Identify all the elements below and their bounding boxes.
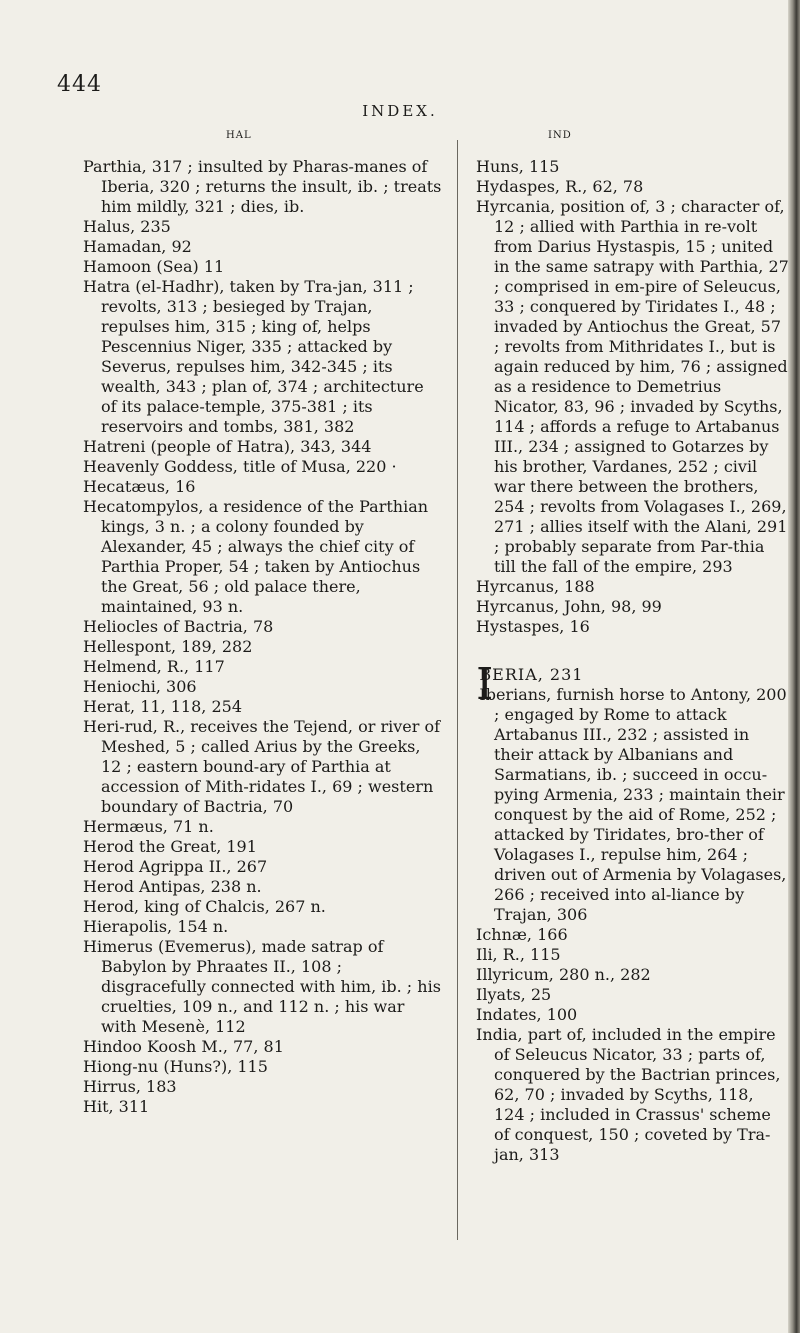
index-entry: Hermæus, 71 n. [83,817,214,836]
index-entry: Hyrcanus, John, 98, 99 [476,597,662,616]
drop-cap-letter: I [476,659,494,710]
index-entry: Ichnæ, 166 [476,925,568,944]
index-entry: Hyrcania, position of, 3 ; character of, 12 ; allied with Parthia in re-volt from Darius Hystaspis, 15 ; united in the same satrapy with Parthia, 27 ; comprised in em-pire of Seleucus, 33 ; conquered by Tiridates I., 48 ; invaded by Antiochus the Great, 57 ; revolts from Mithridates I., but is again reduced by him, 76 ; assigned as a residence to Demetrius Nicator, 83, 96 ; invaded by Scyths, 114 ; affords a refuge to Artabanus III., 234 ; assigned to Gotarzes by his brother, Vardanes, 252 ; civil war there between the brothers, 254 ; revolts from Volagases I., 269, 271 ; allies itself with the Alani, 291 ; probably separate from Par-thia till the fall of the empire, 293 [476,197,789,576]
index-entry: Ilyats, 25 [476,985,552,1004]
index-entry: Heri-rud, R., receives the Tejend, or river of Meshed, 5 ; called Arius by the Greeks, 12 ; eastern bound-ary of Parthia at accession of Mith-ridates I., 69 ; western boundary of Bactria, 70 [83,717,440,816]
index-entry: Indates, 100 [476,1005,578,1024]
index-entry: Hecatompylos, a residence of the Parthian kings, 3 n. ; a colony founded by Alexander, 45 ; always the chief city of Parthia Proper, 54 ; taken by Antiochus the Great, 56 ; old palace there, maintained, 93 n. [83,497,429,616]
index-entry: Hindoo Koosh M., 77, 81 [83,1037,284,1056]
index-entry: Heliocles of Bactria, 78 [83,617,274,636]
index-entry: Iberians, furnish horse to Antony, 200 ; engaged by Rome to attack Artabanus III., 232 ; assisted in their attack by Albanians and Sarmatians, ib. ; succeed in occu-pying Armenia, 233 ; maintain their conquest by the aid of Rome, 252 ; attacked by Tiridates, bro-ther of Volagases I., repulse him, 264 ; driven out of Armenia by Volagases, 266 ; received into al-liance by Trajan, 306 [479,685,787,924]
index-entry: Hit, 311 [83,1097,150,1116]
index-entry: Hiong-nu (Huns?), 115 [83,1057,268,1076]
index-entry: Hecatæus, 16 [83,477,196,496]
index-entry: Herod Agrippa II., 267 [83,857,268,876]
index-entry: Hamadan, 92 [83,237,192,256]
index-entry: Hierapolis, 154 n. [83,917,229,936]
index-entry: Hyrcanus, 188 [476,577,595,596]
column-divider [457,140,458,1240]
index-entry: Heavenly Goddess, title of Musa, 220 · [83,457,397,476]
left-column [83,157,443,1117]
page-edge-shadow [788,0,800,1333]
index-entry: Halus, 235 [83,217,171,236]
index-entry: Huns, 115 [476,157,560,176]
page-number: 444 [57,72,102,97]
index-entry: Illyricum, 280 n., 282 [476,965,651,984]
index-entry: Himerus (Evemerus), made satrap of Babylon by Phraates II., 108 ; disgracefully connected with him, ib. ; his cruelties, 109 n., and 112 n. ; his war with Mesenè, 112 [83,937,441,1036]
index-entry: Hellespont, 189, 282 [83,637,253,656]
index-entry: Hatreni (people of Hatra), 343, 344 [83,437,372,456]
index-entry: Herod Antipas, 238 n. [83,877,262,896]
letter-i-section-first-entry [476,659,789,710]
index-entry: India, part of, included in the empire of Seleucus Nicator, 33 ; parts of, conquered by the Bactrian princes, 62, 70 ; invaded by Scyths, 118, 124 ; included in Crassus' scheme of conquest, 150 ; coveted by Tra-jan, 313 [476,1025,781,1164]
index-entry: Hirrus, 183 [83,1077,177,1096]
index-entry: Ili, R., 115 [476,945,561,964]
index-entry: Helmend, R., 117 [83,657,225,676]
index-entry: Heniochi, 306 [83,677,197,696]
index-entry: Hystaspes, 16 [476,617,590,636]
index-entry: Hydaspes, R., 62, 78 [476,177,644,196]
right-column [476,157,789,1165]
index-entry: Hamoon (Sea) 11 [83,257,225,276]
index-entry: Herod the Great, 191 [83,837,257,856]
index-entry: Parthia, 317 ; insulted by Pharas-manes of Iberia, 320 ; returns the insult, ib. ; treats him mildly, 321 ; dies, ib. [83,157,442,216]
first-entry-text: BERIA, 231 [479,665,584,684]
index-entry: Hatra (el-Hadhr), taken by Tra-jan, 311 ; revolts, 313 ; besieged by Trajan, repulses him, 315 ; king of, helps Pescennius Niger, 335 ; attacked by Severus, repulses him, 342-345 ; its wealth, 343 ; plan of, 374 ; architecture of its palace-temple, 375-381 ; its reservoirs and tombs, 381, 382 [83,277,424,436]
running-head: INDEX. [362,102,438,120]
left-column-guide-word: HAL [226,130,252,141]
right-column-guide-word: IND [548,130,572,141]
index-entry: Herod, king of Chalcis, 267 n. [83,897,326,916]
index-entry: Herat, 11, 118, 254 [83,697,242,716]
